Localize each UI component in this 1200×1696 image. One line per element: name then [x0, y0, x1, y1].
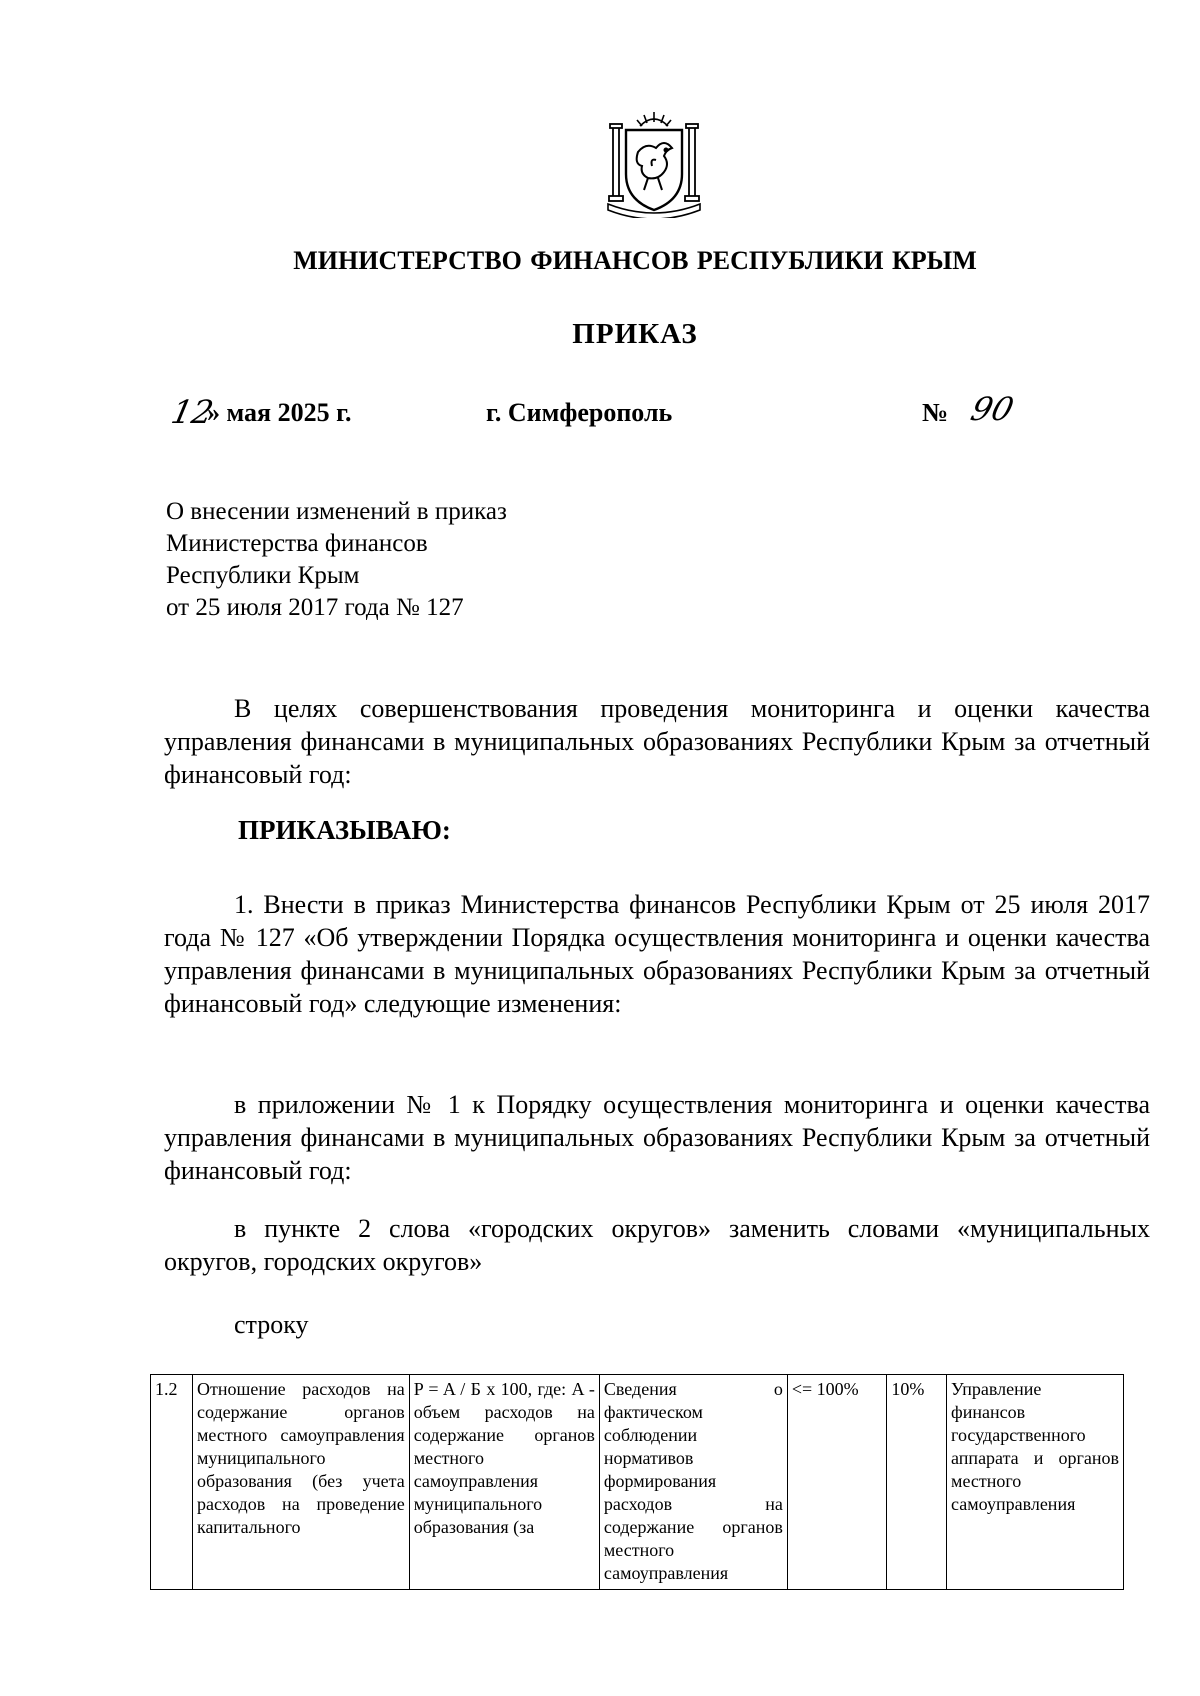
order-number-label: №	[922, 398, 949, 427]
cell-weight: 10%	[887, 1375, 947, 1590]
shield-icon	[626, 130, 682, 210]
handwritten-day: 12	[167, 393, 217, 431]
preamble-paragraph: В целях совершенствования проведения мониторинга и оценки качества управления финансами в муниципальных образованиях Республики Крым за отчетный финансовый год:	[164, 694, 1150, 789]
ministry-title: МИНИСТЕРСТВО ФИНАНСОВ РЕСПУБЛИКИ КРЫМ	[293, 246, 977, 275]
point-2-paragraph: в пункте 2 слова «городских округов» заменить словами «муниципальных округов, городских округов»	[164, 1214, 1150, 1276]
order-date: » мая 2025 г.	[207, 398, 352, 427]
cell-number: 1.2	[151, 1375, 193, 1590]
columns-icon	[609, 124, 699, 201]
order-subject	[166, 496, 507, 624]
subject-line: Министерства финансов	[166, 530, 428, 557]
cell-indicator: Отношение расходов на содержание органов местного самоуправления муниципального образования (без учета расходов на проведение капитального	[193, 1375, 410, 1590]
coat-of-arms-emblem	[604, 108, 704, 218]
cell-responsible: Управление финансов государственного аппарата и органов местного самоуправления	[947, 1375, 1124, 1590]
subject-line: Республики Крым	[166, 562, 360, 589]
cell-threshold: <= 100%	[787, 1375, 887, 1590]
cell-source: Сведения о фактическом соблюдении нормативов формирования расходов на содержание органов местного самоуправления	[599, 1375, 787, 1590]
item-1-paragraph: 1. Внести в приказ Министерства финансов Республики Крым от 25 июля 2017 года № 127 «Об утверждении Порядка осуществления мониторинга и оценки качества управления финансами в муниципальных образованиях Республики Крым за отчетный финансовый год» следующие изменения:	[164, 890, 1150, 1018]
document-type-title: ПРИКАЗ	[572, 318, 698, 350]
order-city: г. Симферополь	[486, 398, 673, 427]
cell-formula: P = A / Б x 100, где: A - объем расходов на содержание органов местного самоуправления муниципального образования (за	[409, 1375, 599, 1590]
handwritten-order-number: 90	[966, 390, 1018, 428]
row-label: строку	[234, 1310, 309, 1339]
subject-line: О внесении изменений в приказ	[166, 498, 507, 525]
indicator-table	[150, 1374, 1124, 1590]
appendix-paragraph: в приложении № 1 к Порядку осуществления мониторинга и оценки качества управления финансами в муниципальных образованиях Республики Крым за отчетный финансовый год:	[164, 1090, 1150, 1185]
command-heading: ПРИКАЗЫВАЮ:	[238, 815, 451, 845]
subject-line: от 25 июля 2017 года № 127	[166, 594, 464, 621]
griffin-icon	[637, 143, 672, 190]
table-row	[151, 1375, 1124, 1590]
sun-icon	[637, 112, 671, 126]
